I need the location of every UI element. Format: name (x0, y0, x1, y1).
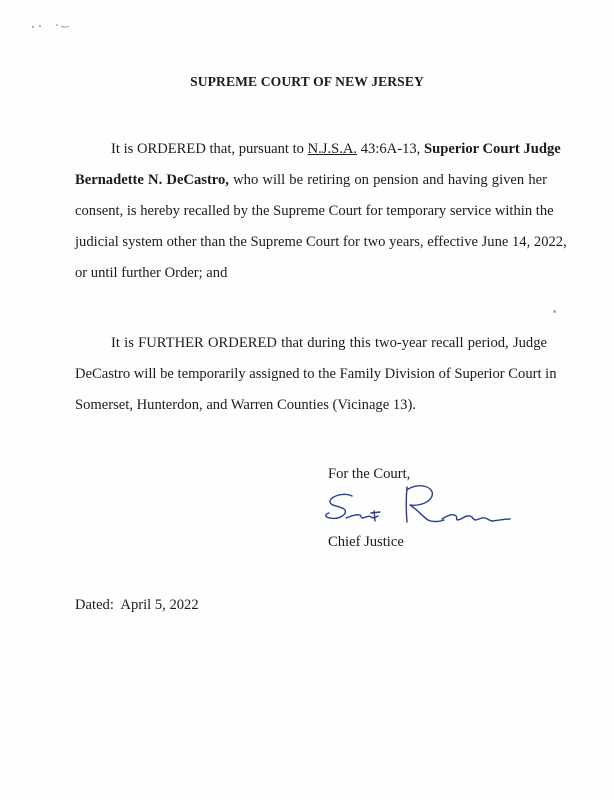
scan-speck (553, 310, 556, 313)
paragraph-2-line-2: DeCastro will be temporarily assigned to the Family Division of Superior Court in (75, 366, 557, 382)
court-heading: SUPREME COURT OF NEW JERSEY (190, 74, 424, 89)
paragraph-1-line-1 (75, 134, 561, 165)
judge-title-bold: Superior Court Judge (423, 141, 561, 157)
paragraph-2-line-3: Somerset, Hunterdon, and Warren Counties (Vicinage 13). (75, 397, 416, 413)
text-segment: It is ORDERED that, pursuant to (111, 141, 308, 157)
paragraph-1-line-3: consent, is hereby recalled by the Supreme Court for temporary service within the (75, 203, 554, 219)
paragraph-1-line-2 (75, 165, 547, 196)
paragraph-1-line-4: judicial system other than the Supreme Court for two years, effective June 14, 2022, (75, 234, 567, 250)
dated-label: Dated: (75, 597, 114, 613)
text-segment: who will be retiring on pension and having given her (228, 172, 548, 188)
scan-artifact-mark (30, 22, 70, 30)
closing-text: For the Court, (328, 466, 411, 482)
signer-title: Chief Justice (328, 534, 404, 550)
statute-citation: N.J.S.A. (307, 141, 358, 157)
paragraph-2-line-1: It is FURTHER ORDERED that during this two-year recall period, Judge (111, 335, 547, 351)
text-segment: 43:6A-13, (357, 141, 424, 157)
judge-name-bold: Bernadette N. DeCastro, (75, 172, 229, 188)
dated-value: April 5, 2022 (120, 597, 199, 613)
handwritten-signature (322, 482, 527, 530)
paragraph-1-line-5: or until further Order; and (75, 265, 228, 281)
order-paragraph-2 (75, 328, 557, 421)
date-line (75, 595, 199, 615)
order-paragraph-1 (75, 134, 567, 289)
